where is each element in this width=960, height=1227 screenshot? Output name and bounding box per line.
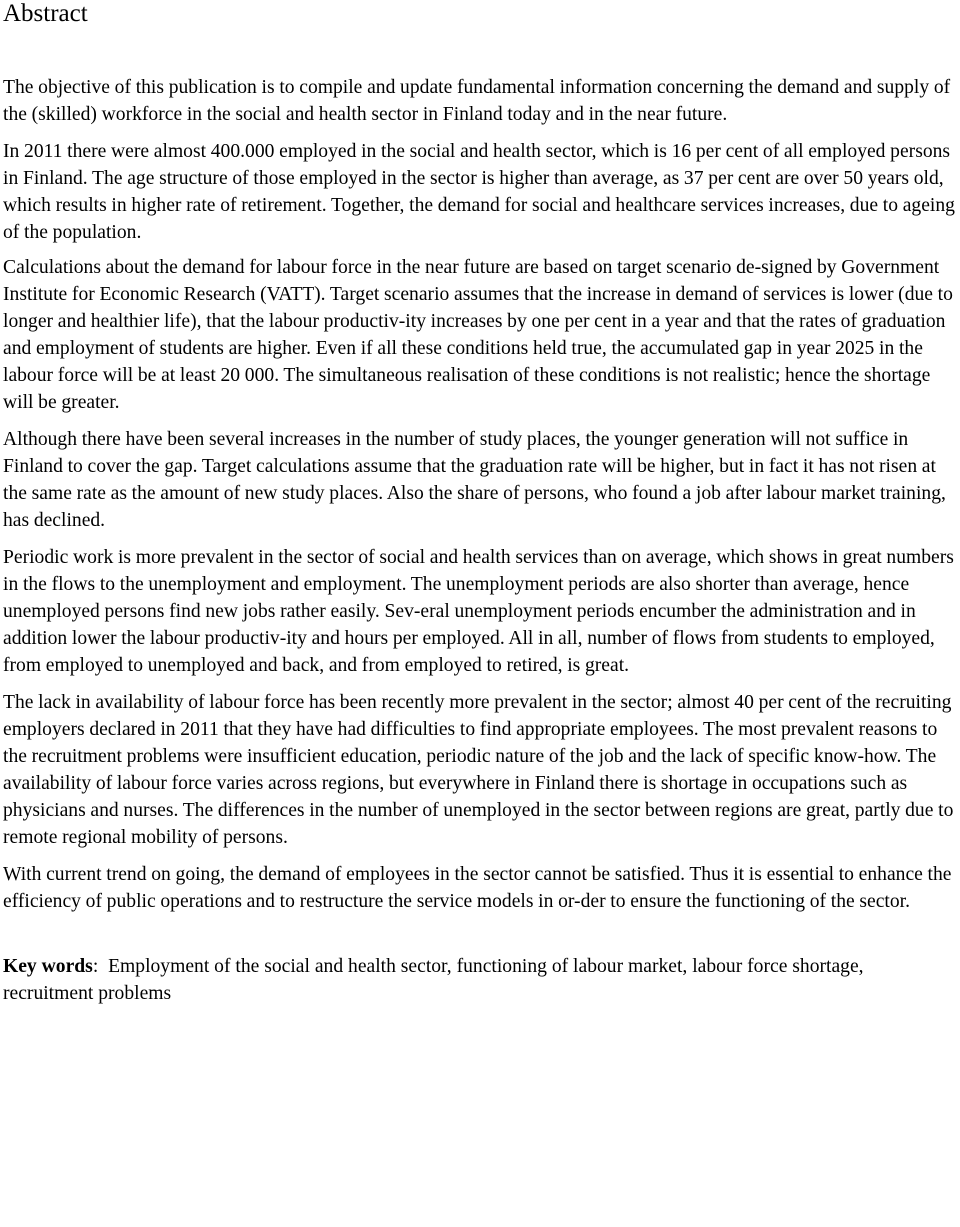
- abstract-page: [3, 0, 958, 1007]
- keywords-text: Employment of the social and health sector, functioning of labour market, labour force shortage, recruitment problems: [3, 956, 869, 1004]
- paragraph-labour-availability: The lack in availability of labour force has been recently more prevalent in the sector; almost 40 per cent of the recruiting employers declared in 2011 that they have had difficulties to find appropriate employees. The most prevalent reasons to the recruitment problems were insufficient education, periodic nature of the job and the lack of specific know-how. The availability of labour force varies across regions, but everywhere in Finland there is shortage in occupations such as physicians and nurses. The differences in the number of unemployed in the sector between regions are great, partly due to remote regional mobility of persons.: [3, 692, 954, 848]
- keywords-separator: :: [92, 956, 99, 977]
- keywords-line: [3, 953, 958, 1007]
- page-title: Abstract: [3, 0, 88, 27]
- paragraph-objective: The objective of this publication is to compile and update fundamental information concerning the demand and supply of the (skilled) workforce in the social and health sector in Finland today and in the near future.: [3, 77, 951, 125]
- paragraph-study-places: Although there have been several increases in the number of study places, the younger generation will not suffice in Finland to cover the gap. Target calculations assume that the graduation rate will be higher, but in fact it has not risen at the same rate as the amount of new study places. Also the share of persons, who found a job after labour market training, has declined.: [3, 429, 946, 531]
- paragraph-employment-stats: In 2011 there were almost 400.000 employed in the social and health sector, which is 16 per cent of all employed persons in Finland. The age structure of those employed in the sector is higher than average, as 37 per cent are over 50 years old, which results in higher rate of retirement. Together, the demand for social and healthcare services increases, due to ageing of the population.: [3, 141, 955, 243]
- paragraph-conclusion: With current trend on going, the demand of employees in the sector cannot be satisfied. Thus it is essential to enhance the efficiency of public operations and to restructure the service models in or-der to ensure the functioning of the sector.: [3, 864, 952, 912]
- paragraph-periodic-work: Periodic work is more prevalent in the sector of social and health services than on average, which shows in great numbers in the flows to the unemployment and employment. The unemployment periods are also shorter than average, hence unemployed persons find new jobs rather easily. Sev-eral unemployment periods encumber the administration and in addition lower the labour productiv-ity and hours per employed. All in all, number of flows from students to employed, from employed to unemployed and back, and from employed to retired, is great.: [3, 547, 954, 676]
- paragraph-demand-calculations: Calculations about the demand for labour force in the near future are based on target scenario de-signed by Government Institute for Economic Research (VATT). Target scenario assumes that the increase in demand of services is lower (due to longer and healthier life), that the labour productiv-ity increases by one per cent in a year and that the rates of graduation and employment of students are higher. Even if all these conditions held true, the accumulated gap in year 2025 in the labour force will be at least 20 000. The simultaneous realisation of these conditions is not realistic; hence the shortage will be greater.: [3, 257, 953, 413]
- keywords-label: Key words: [3, 956, 93, 977]
